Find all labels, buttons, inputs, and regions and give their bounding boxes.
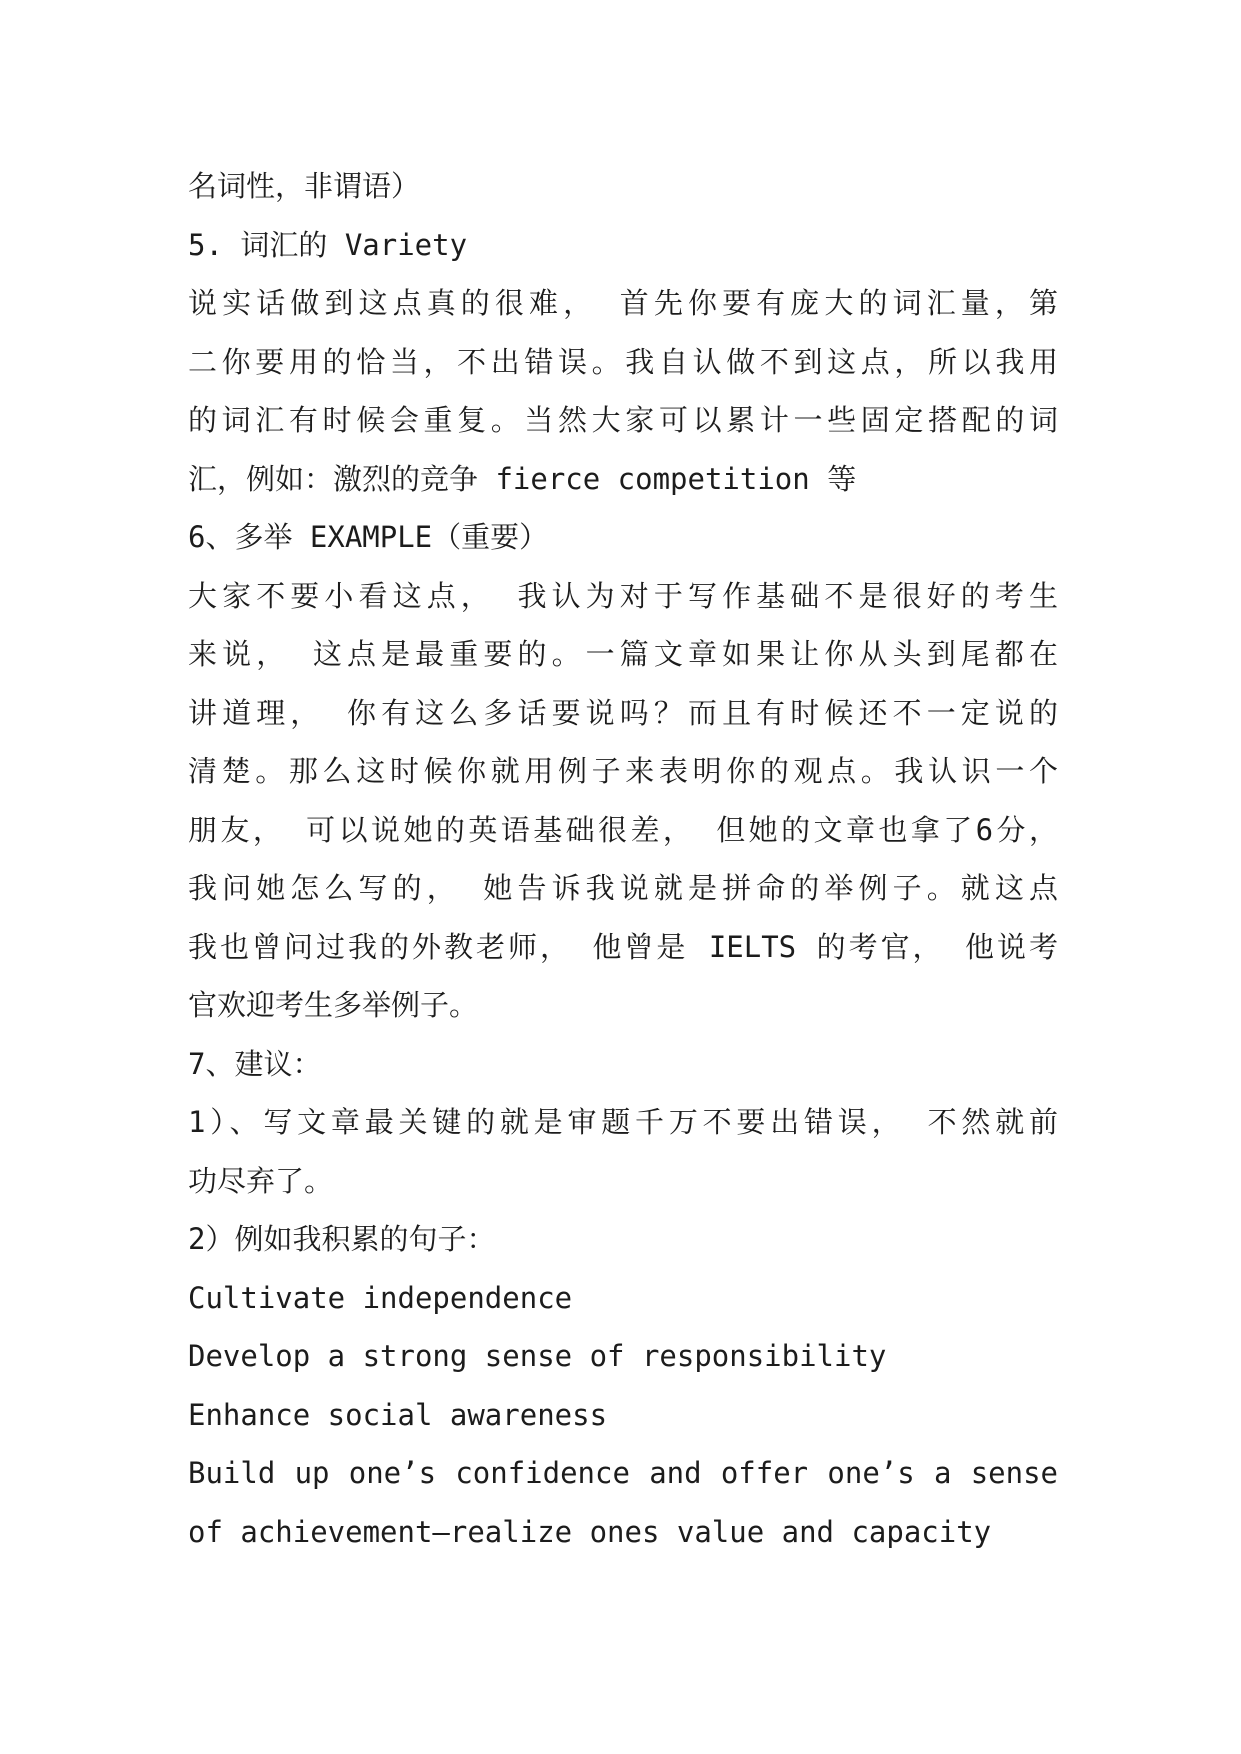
text-line: 汇，例如：激烈的竞争 fierce competition 等 <box>188 461 857 496</box>
example-sentence: Cultivate independence <box>188 1280 573 1315</box>
text-line: 2）例如我积累的句子： <box>188 1222 496 1256</box>
example-sentence: Enhance social awareness <box>188 1397 608 1432</box>
section-heading-suggestions: 7、建议： <box>188 1046 322 1081</box>
text-line: 讲道理， 你有这么多话要说吗？而且有时候还不一定说的 <box>188 695 1058 730</box>
text-line: 功尽弃了。 <box>188 1163 334 1198</box>
text-line: 我也曾问过我的外教老师， 他曾是 IELTS 的考官， 他说考 <box>188 929 1058 964</box>
text-line: 来说， 这点是最重要的。一篇文章如果让你从头到尾都在 <box>188 637 1058 671</box>
example-sentence: Build up one’s confidence and offer one’s a sense <box>188 1456 1058 1490</box>
text-line: 1）、写文章最关键的就是审题千万不要出错误， 不然就前 <box>188 1105 1058 1139</box>
text-line: 二你要用的恰当，不出错误。我自认做不到这点，所以我用 <box>188 344 1058 379</box>
text-line: 官欢迎考生多举例子。 <box>188 988 479 1022</box>
example-sentence: Develop a strong sense of responsibility <box>188 1339 887 1373</box>
text-line: 朋友， 可以说她的英语基础很差， 但她的文章也拿了6分， <box>188 812 1058 847</box>
text-line: 清楚。那么这时候你就用例子来表明你的观点。我认识一个 <box>188 754 1058 788</box>
text-line: 的词汇有时候会重复。当然大家可以累计一些固定搭配的词 <box>188 403 1058 437</box>
text-line: 大家不要小看这点， 我认为对于写作基础不是很好的考生 <box>188 578 1058 613</box>
text-line: 说实话做到这点真的很难， 首先你要有庞大的词汇量，第 <box>188 286 1058 320</box>
section-heading-examples: 6、多举 EXAMPLE（重要） <box>188 520 549 554</box>
text-line: 我问她怎么写的， 她告诉我说就是拼命的举例子。就这点 <box>188 871 1058 905</box>
example-sentence: of achievement—realize ones value and capacity <box>188 1514 992 1549</box>
text-line: 名词性，非谓语） <box>188 169 421 203</box>
document-body <box>188 157 1058 1561</box>
section-heading-vocabulary-variety: 5. 词汇的 Variety <box>188 227 468 262</box>
